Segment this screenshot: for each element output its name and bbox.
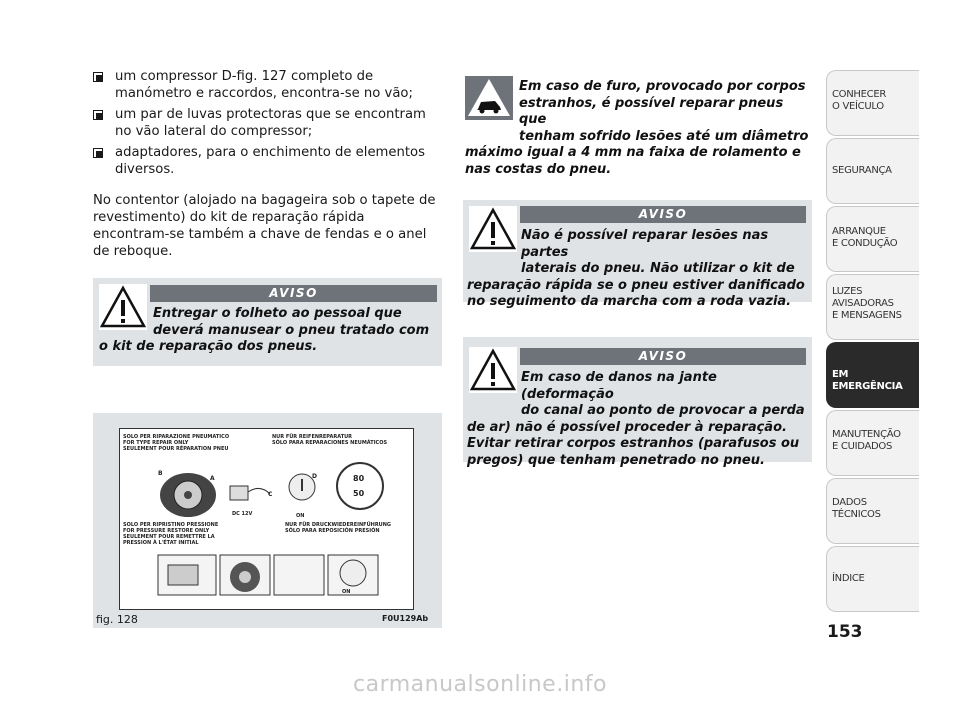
watermark: carmanualsonline.info <box>353 672 607 697</box>
note-text: Em caso de furo, provocado por corpos estranhos, é possível reparar pneus que tenham sofrido lesões até um diâmetro máximo igual a 4 mm na faixa de rolamento e nas costas do pneu. <box>465 79 809 177</box>
label-text-block: NUR FÜR REIFENREPARATUR SÓLO PARA REPARACIONES NEUMÁTICOS <box>272 434 388 446</box>
checkbox-bullet-icon <box>93 110 103 120</box>
repair-kit-label-illustration <box>119 428 414 610</box>
callout-letter: A <box>210 475 215 482</box>
component-list <box>93 68 443 182</box>
tab-indice[interactable]: ÍNDICE <box>826 546 919 612</box>
page-number: 153 <box>827 622 863 642</box>
figure-label: fig. 128 <box>96 613 138 626</box>
label-text-block: SOLO PER RIPRISTINO PRESSIONE FOR PRESSURE RESTORE ONLY SEULEMENT POUR REMETTRE LA PRESSION À L'ÉTAT INITIAL <box>123 522 219 546</box>
on-label: ON <box>296 513 305 519</box>
warning-title: AVISO <box>520 348 806 365</box>
warning-text: Não é possível reparar lesões nas partes laterais do pneu. Não utilizar o kit de reparação rápida se o pneu estiver danificado no seguimento da marcha com a roda vazia. <box>467 228 805 309</box>
tab-conhecer-o-veiculo[interactable]: CONHECER O VEÍCULO <box>826 70 919 136</box>
speed-limit-icon <box>335 461 385 511</box>
list-item: adaptadores, para o enchimento de elementos diversos. <box>93 144 443 178</box>
speed-label: 80 <box>353 474 365 483</box>
list-item: um compressor D-fig. 127 completo de manómetro e raccordos, encontra-se no vão; <box>93 68 443 102</box>
tab-seguranca[interactable]: SEGURANÇA <box>826 138 919 204</box>
tab-luzes-avisadoras[interactable]: LUZES AVISADORAS E MENSAGENS <box>826 274 919 340</box>
warning-box <box>463 200 812 309</box>
callout-letter: C <box>268 491 273 498</box>
list-item: um par de luvas protectoras que se encontram no vão lateral do compressor; <box>93 106 443 140</box>
warning-box <box>463 337 812 468</box>
figure-code: F0U129Ab <box>382 614 429 623</box>
tab-dados-tecnicos[interactable]: DADOS TÉCNICOS <box>826 478 919 544</box>
tab-arranque-e-conducao[interactable]: ARRANQUE E CONDUÇÃO <box>826 206 919 272</box>
warning-text: Entregar o folheto ao pessoal que deverá manusear o pneu tratado com o kit de reparação dos pneus. <box>99 306 430 354</box>
label-text-block: SOLO PER RIPARAZIONE PNEUMATICO FOR TYPE REPAIR ONLY SEULEMENT POUR RÉPARATION PNEU <box>123 434 230 452</box>
warning-text: Em caso de danos na jante (deformação do canal ao ponto de provocar a perda de ar) não é possível proceder à reparação. Evitar retirar corpos estranhos (parafusos ou pregos) que tenham penetrado no pneu. <box>467 370 805 468</box>
tab-manutencao-e-cuidados[interactable]: MANUTENÇÃO E CUIDADOS <box>826 410 919 476</box>
checkbox-bullet-icon <box>93 148 103 158</box>
warning-title: AVISO <box>520 206 806 223</box>
speed-label: 50 <box>353 489 365 498</box>
checkbox-bullet-icon <box>93 72 103 82</box>
dc-label: DC 12V <box>232 511 253 517</box>
on-label: ON <box>342 589 351 595</box>
tire-illustration <box>150 459 230 517</box>
callout-letter: D <box>312 473 317 480</box>
warning-title: AVISO <box>150 285 437 302</box>
body-paragraph: No contentor (alojado na bagageira sob o tapete de revestimento) do kit de reparação rápida encontram-se também a chave de fendas e o anel de reboque. <box>93 193 436 259</box>
tab-em-emergencia[interactable]: EM EMERGÊNCIA <box>826 342 919 408</box>
callout-letter: B <box>158 470 163 477</box>
label-text-block: NUR FÜR DRUCKWIEDEREINFÜHRUNG SÓLO PARA REPOSICIÓN PRESIÓN <box>285 522 392 534</box>
warning-box <box>93 278 442 366</box>
